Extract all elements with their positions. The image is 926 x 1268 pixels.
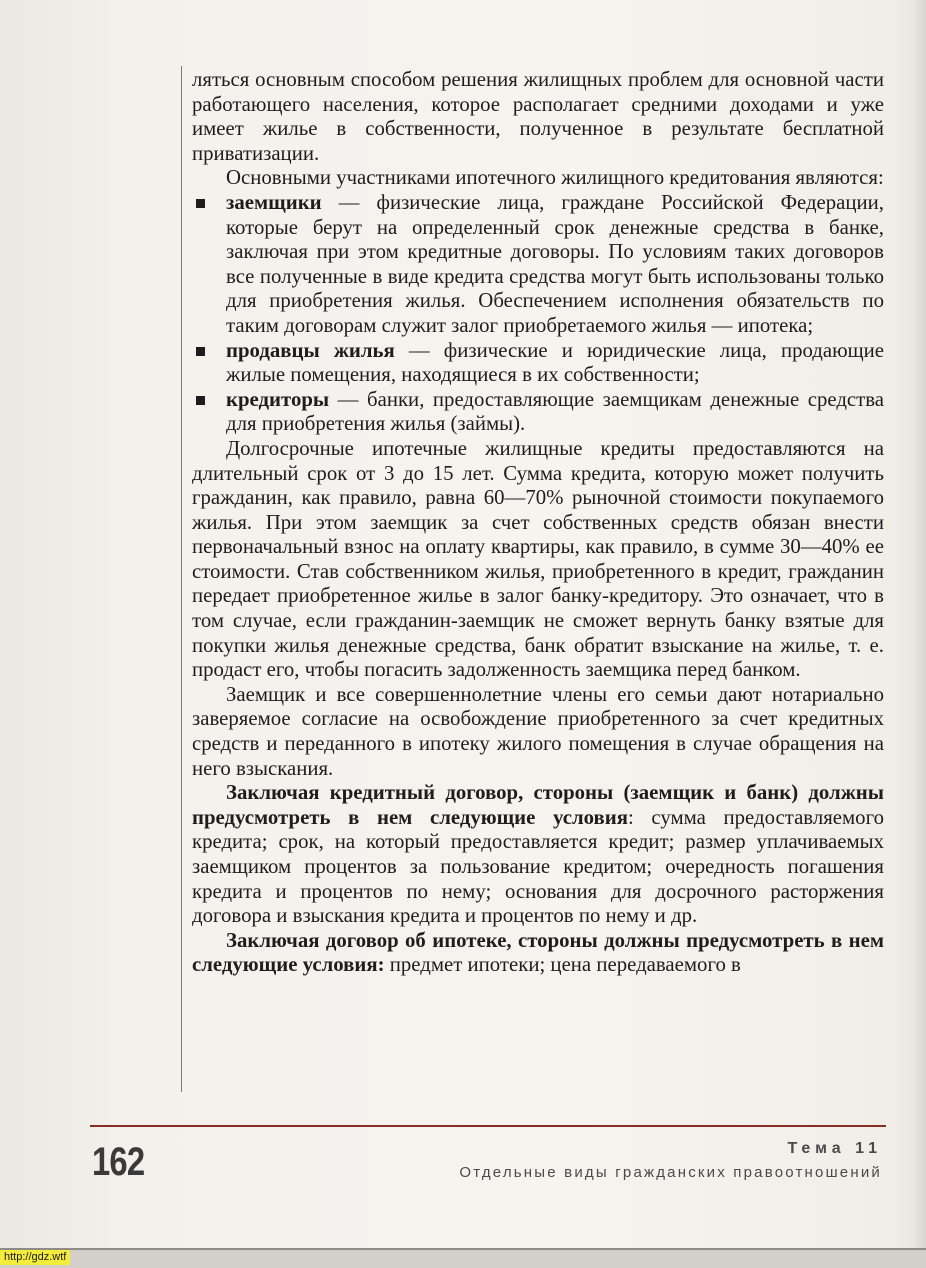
watermark-link[interactable]: http://gdz.wtf	[0, 1250, 70, 1265]
page-number: 162	[92, 1140, 145, 1184]
term-creditors: кредиторы	[226, 387, 330, 411]
paragraph-loan-terms: Долгосрочные ипотечные жилищные кредиты предоставляются на длительный срок от 3 до 15 лет. Сумма кредита, которую может получить гражданин, как правило, равна 60—70% рыночной стоимости покупаемого жилья. При этом заемщик за счет собственных средств обязан внести первоначальный взнос на оплату квартиры, как правило, в сумме 30—40% ее стоимости. Став собственником жилья, приобретенного в кредит, гражданин передает приобретенное жилье в залог банку-кредитору. Это означает, что в том случае, если гражданин-заемщик не сможет вернуть банку взятые для покупки жилья денежные средства, банк обратит взыскание на жилье, т. е. продаст его, чтобы погасить задолженность заемщика перед банком.	[192, 436, 884, 682]
footer-rule	[90, 1125, 886, 1127]
definition-creditors: — банки, предоставляющие заемщикам денежные средства для приобретения жилья (займы).	[226, 387, 884, 436]
page-edge-shadow	[912, 0, 926, 1248]
paragraph-participants: Основными участниками ипотечного жилищного кредитования являются:	[226, 166, 884, 190]
definition-borrowers: — физические лица, граждане Российской Федерации, которые берут на определенный срок денежные средства в банке, заключая при этом кредитные договоры. По условиям таких договоров все полученные в виде кредита средства могут быть использованы только для приобретения жилья. Обеспечением исполнения обязательств по таким договорам служит залог приобретаемого жилья — ипотека;	[226, 190, 884, 337]
definition-sellers: — физические и юридические лица, продающие жилые помещения, находящиеся в их собственности;	[226, 338, 884, 387]
mortgage-contract-heading: Заключая договор об ипотеке, стороны должны предусмотреть в нем следующие условия:	[192, 928, 884, 977]
bullet-square-icon	[196, 347, 205, 356]
term-sellers: продавцы жилья	[226, 338, 395, 362]
list-item-sellers	[192, 339, 884, 388]
theme-label: Тема 11	[787, 1140, 882, 1157]
list-item-creditors	[192, 388, 884, 437]
scan-bottom-strip	[0, 1248, 926, 1268]
section-title: Отдельные виды гражданских правоотношений	[459, 1164, 882, 1181]
credit-contract-conditions: : сумма предоставляемого кредита; срок, на который предоставляется кредит; размер уплачиваемых заемщиком процентов за пользование кредитом; очередность погашения кредита и процентов по нему; основания для досрочного расторжения договора и взыскания кредита и процентов по нему и др.	[192, 805, 884, 928]
paragraph-mortgage-contract	[192, 929, 884, 978]
bullet-square-icon	[196, 396, 205, 405]
paragraph-credit-contract	[192, 781, 884, 929]
mortgage-contract-conditions: предмет ипотеки; цена передаваемого в	[384, 953, 741, 977]
credit-contract-heading: Заключая кредитный договор, стороны (заемщик и банк) должны предусмотреть в нем следующие условия	[192, 781, 884, 829]
list-item-borrowers	[192, 191, 884, 339]
paragraph-family-consent: Заемщик и все совершеннолетние члены его семьи дают нотариально заверяемое согласие на освобождение приобретенного за счет кредитных средств и переданного в ипотеку жилого помещения в случае обращения на него взыскания.	[192, 682, 884, 780]
bullet-square-icon	[196, 199, 205, 208]
paragraph-intro: ляться основным способом решения жилищных проблем для основной части работающего населения, которое располагает средними доходами и уже имеет жилье в собственности, полученное в результате бесплатной приватизации.	[192, 68, 884, 165]
body-text	[192, 68, 884, 978]
margin-rule	[181, 66, 182, 1092]
term-borrowers: заемщики	[226, 190, 322, 214]
